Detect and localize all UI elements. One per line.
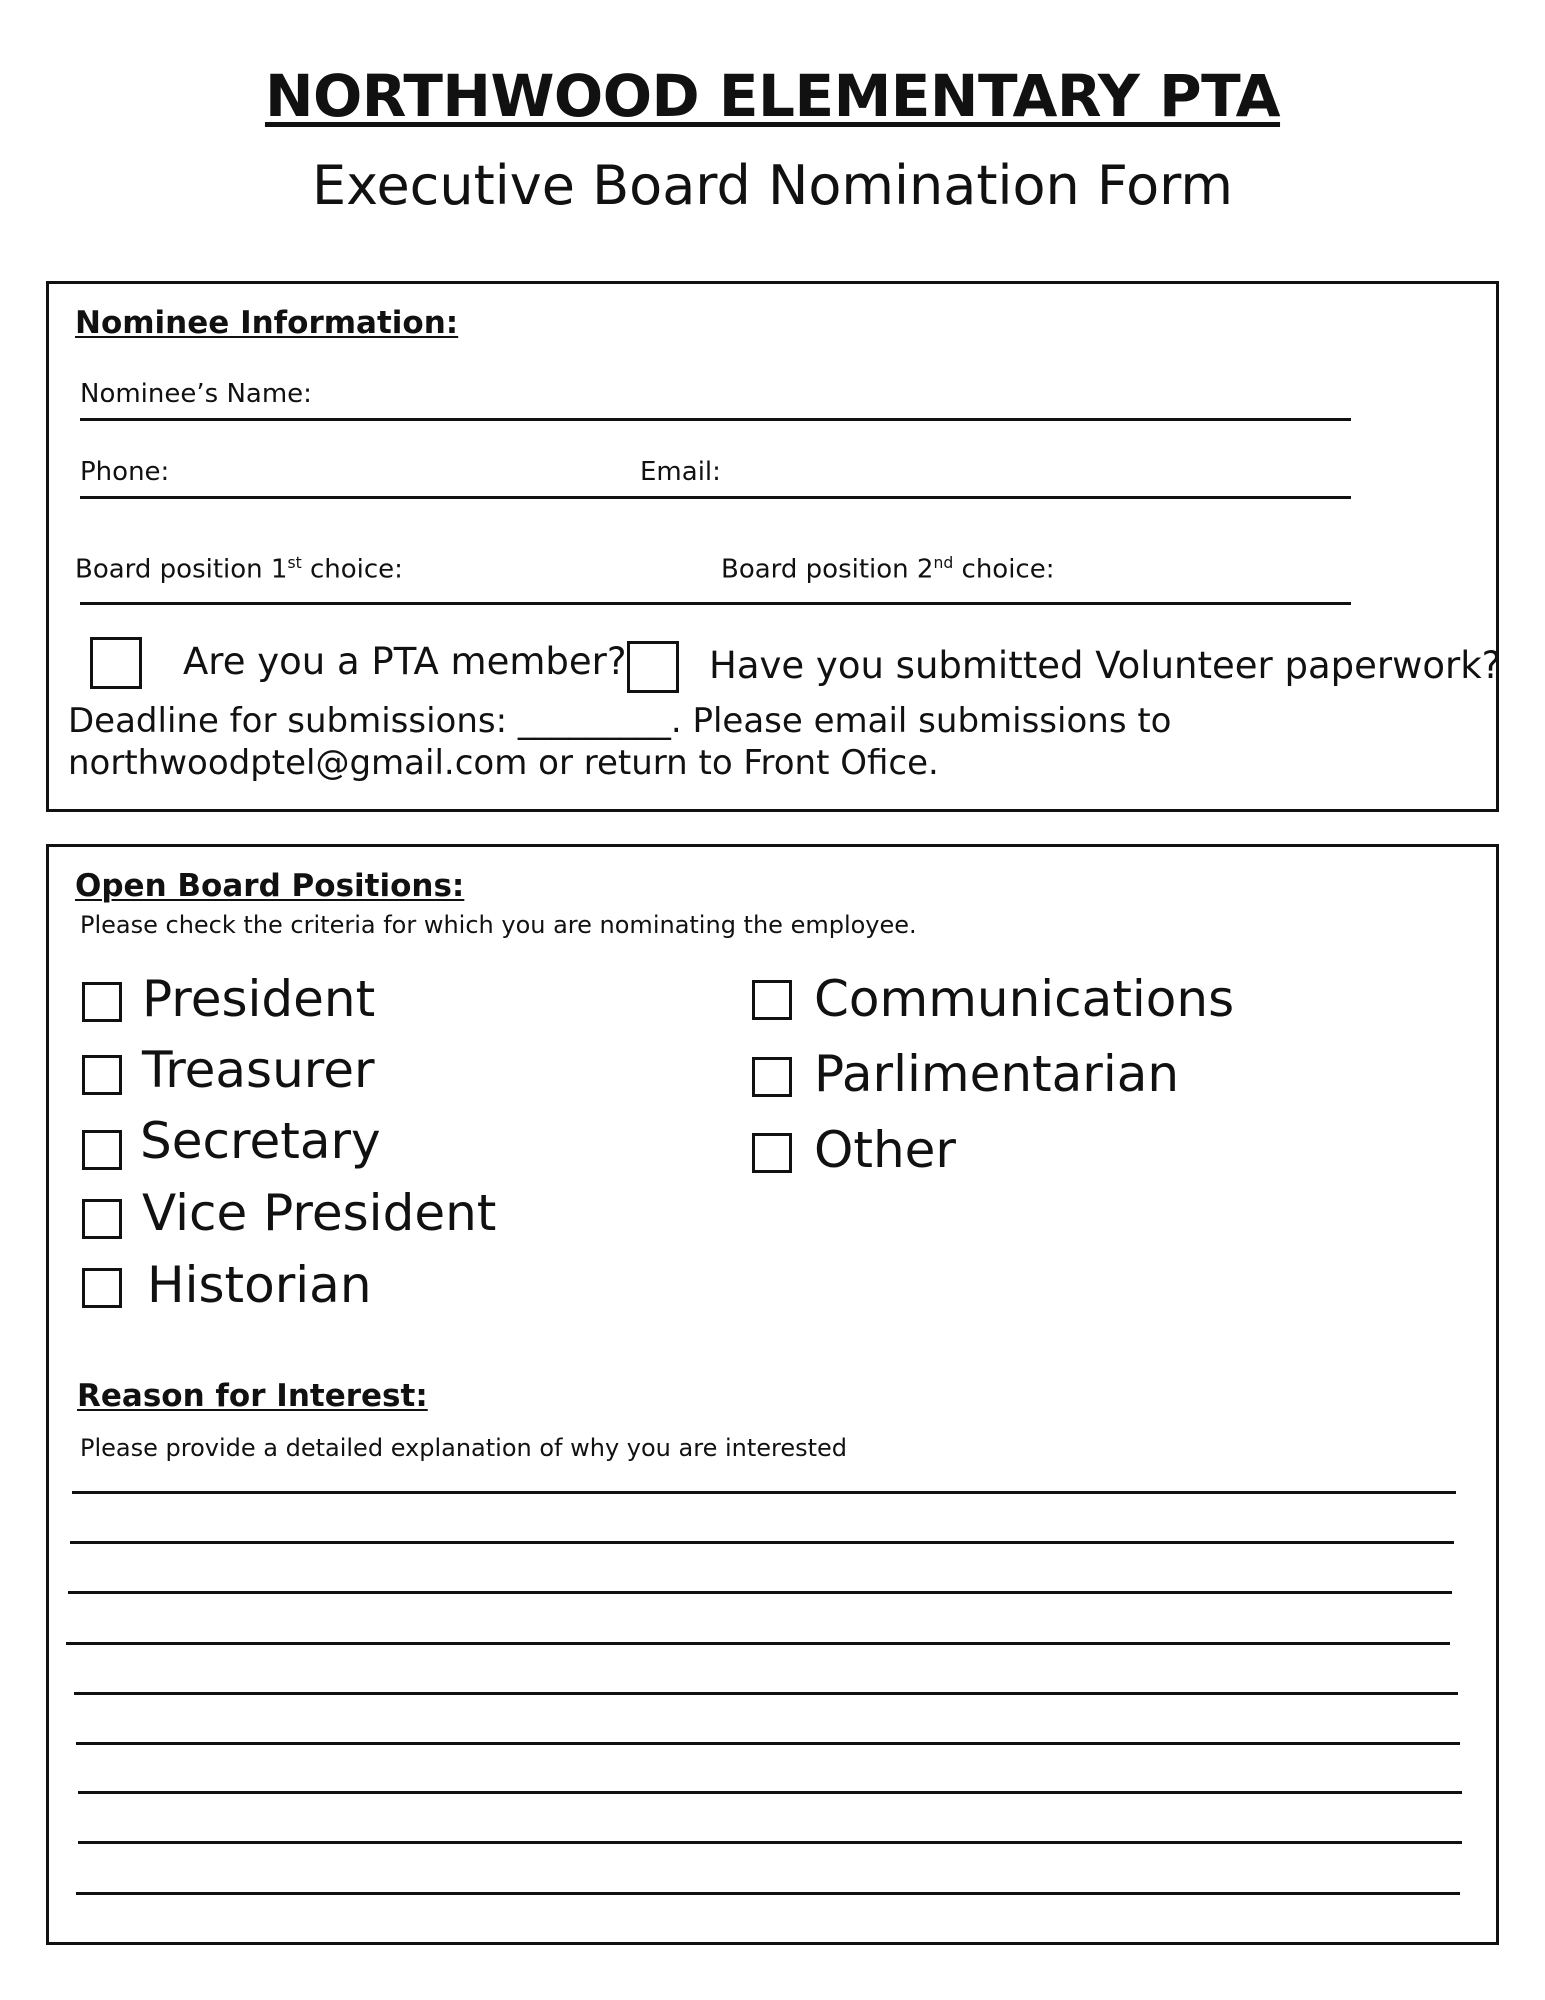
vice-president-checkbox[interactable]: [82, 1199, 122, 1239]
volunteer-paperwork-question: Have you submitted Volunteer paperwork?: [709, 644, 1502, 687]
communications-label: Communications: [814, 970, 1235, 1028]
nominee-name-field[interactable]: [80, 418, 1351, 421]
deadline-note-line1: Deadline for submissions: _________. Please email submissions to: [68, 701, 1172, 741]
reason-answer-line[interactable]: [68, 1591, 1452, 1594]
treasurer-checkbox[interactable]: [82, 1055, 122, 1095]
secretary-checkbox[interactable]: [82, 1130, 122, 1170]
reason-instruction: Please provide a detailed explanation of why you are interested: [80, 1434, 848, 1462]
treasurer-label: Treasurer: [142, 1041, 375, 1099]
vice-president-label: Vice President: [142, 1184, 497, 1242]
pta-member-checkbox[interactable]: [90, 637, 142, 689]
communications-checkbox[interactable]: [752, 980, 792, 1020]
president-checkbox[interactable]: [82, 982, 122, 1022]
board-position-field[interactable]: [80, 602, 1351, 605]
email-label: Email:: [640, 457, 721, 487]
reason-answer-line[interactable]: [70, 1541, 1454, 1544]
phone-label: Phone:: [80, 457, 170, 487]
other-label: Other: [814, 1121, 956, 1179]
page-title: NORTHWOOD ELEMENTARY PTA: [264, 62, 1281, 130]
deadline-note-line2: northwoodptel@gmail.com or return to Front Ofice.: [68, 743, 939, 783]
parlimentarian-label: Parlimentarian: [814, 1045, 1180, 1103]
phone-email-field[interactable]: [80, 496, 1351, 499]
reason-answer-line[interactable]: [74, 1692, 1458, 1695]
reason-answer-line[interactable]: [78, 1791, 1462, 1794]
pta-member-question: Are you a PTA member?: [183, 640, 627, 683]
reason-answer-line[interactable]: [76, 1892, 1460, 1895]
board-position-first-choice-label: Board position 1st choice:: [75, 554, 403, 585]
reason-answer-line[interactable]: [76, 1742, 1460, 1745]
positions-instruction: Please check the criteria for which you are nominating the employee.: [80, 911, 917, 939]
volunteer-paperwork-checkbox[interactable]: [627, 641, 679, 693]
reason-answer-line[interactable]: [78, 1841, 1462, 1844]
reason-answer-line[interactable]: [66, 1642, 1450, 1645]
nominee-name-label: Nominee’s Name:: [80, 379, 312, 409]
other-checkbox[interactable]: [752, 1133, 792, 1173]
reason-answer-line[interactable]: [72, 1491, 1456, 1494]
secretary-label: Secretary: [140, 1112, 381, 1170]
president-label: President: [142, 970, 376, 1028]
historian-label: Historian: [147, 1256, 372, 1314]
page-subtitle: Executive Board Nomination Form: [312, 154, 1233, 217]
parlimentarian-checkbox[interactable]: [752, 1057, 792, 1097]
open-board-positions-heading: Open Board Positions:: [75, 868, 465, 904]
reason-for-interest-heading: Reason for Interest:: [77, 1378, 428, 1414]
board-position-second-choice-label: Board position 2nd choice:: [721, 554, 1055, 585]
historian-checkbox[interactable]: [82, 1268, 122, 1308]
nominee-information-heading: Nominee Information:: [75, 305, 459, 341]
